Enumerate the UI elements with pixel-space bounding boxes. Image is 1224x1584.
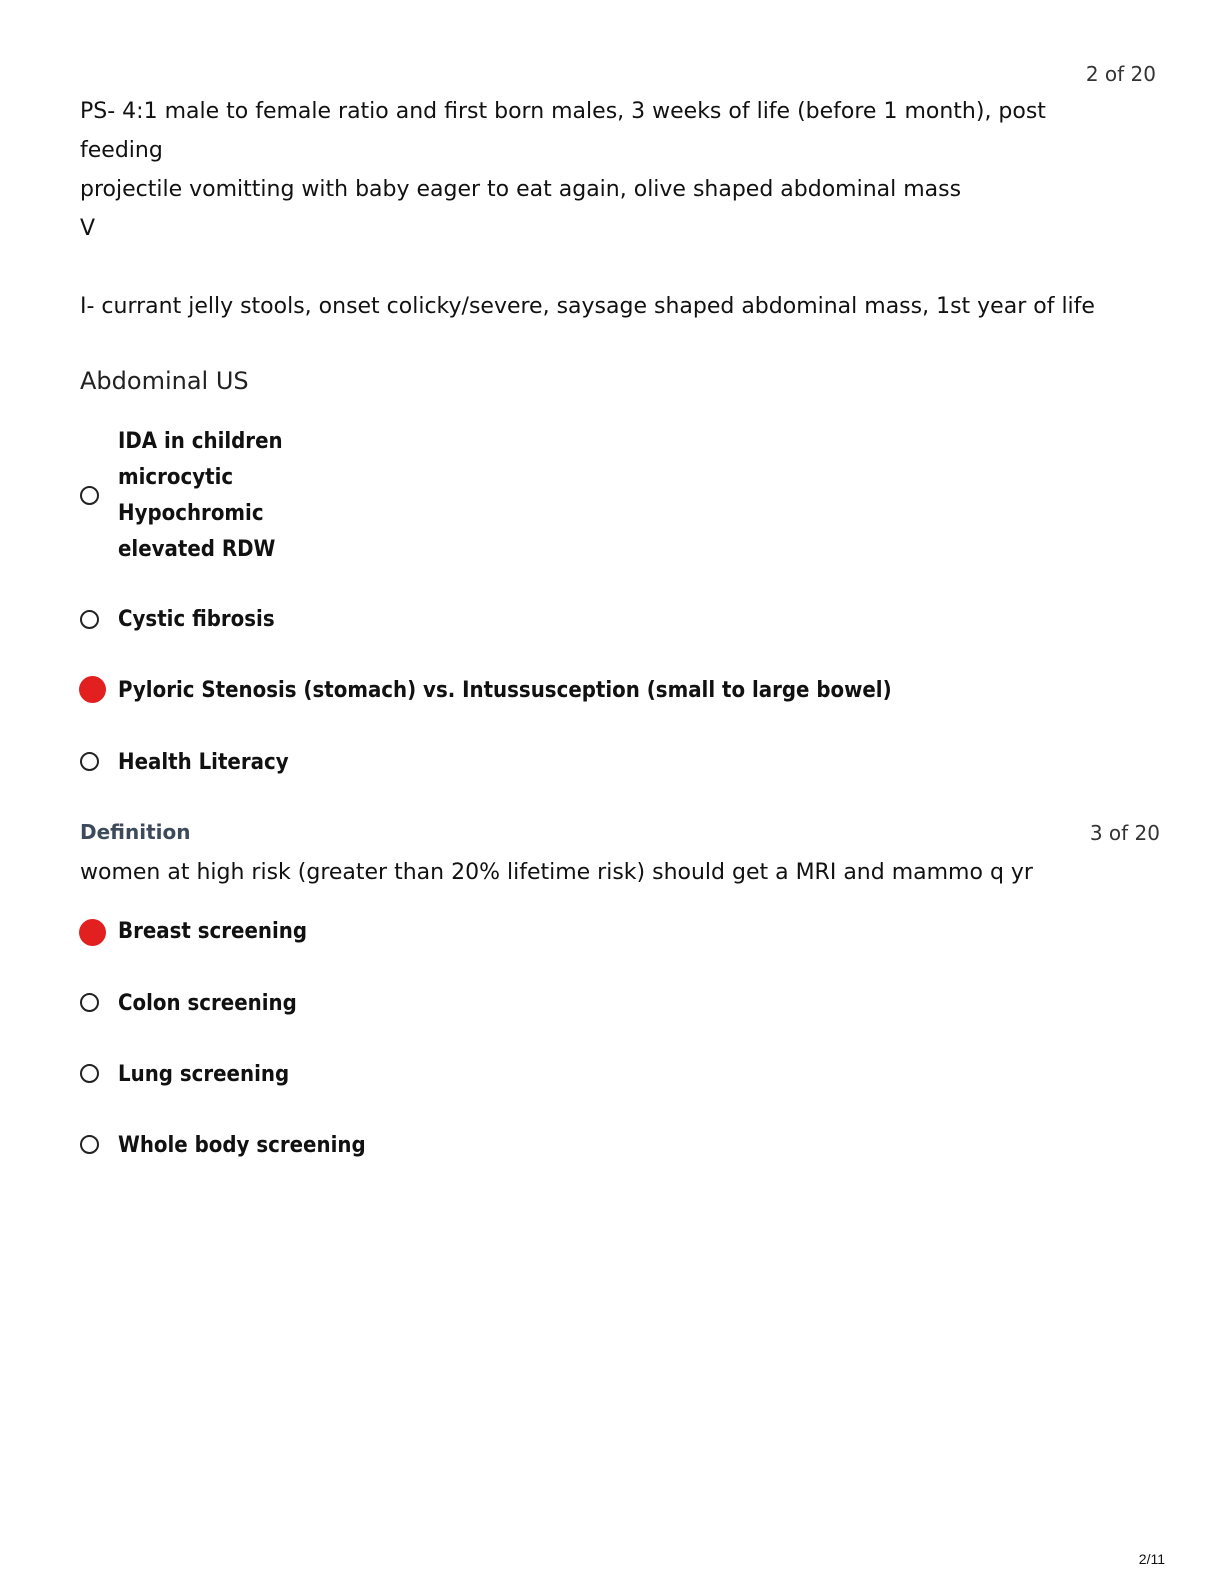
option-line: elevated RDW	[118, 537, 276, 562]
option-label[interactable]: Whole body screening	[118, 1133, 366, 1158]
radio-button[interactable]	[80, 1064, 99, 1083]
definition-i: I- currant jelly stools, onset colicky/severe, saysage shaped abdominal mass, 1st year of life	[80, 294, 1095, 319]
radio-button[interactable]	[80, 486, 99, 505]
option-line: microcytic	[118, 465, 234, 490]
option-label[interactable]: Health Literacy	[118, 750, 289, 775]
option-label[interactable]: Breast screening	[118, 919, 308, 944]
radio-button[interactable]	[80, 1135, 99, 1154]
page-number: 2/11	[1138, 1551, 1165, 1567]
definition-v: V	[80, 216, 96, 241]
option-line: IDA in children	[118, 429, 283, 454]
term-text: Abdominal US	[80, 367, 249, 395]
option-label[interactable]: Colon screening	[118, 991, 297, 1016]
radio-button-selected[interactable]	[79, 919, 106, 946]
option-label[interactable]: Cystic fibrosis	[118, 607, 275, 632]
option-label[interactable]	[118, 424, 283, 568]
option-label[interactable]: Pyloric Stenosis (stomach) vs. Intussusception (small to large bowel)	[118, 678, 892, 703]
radio-button[interactable]	[80, 993, 99, 1012]
radio-button-selected[interactable]	[79, 676, 106, 703]
radio-button[interactable]	[80, 610, 99, 629]
definition-line: projectile vomitting with baby eager to eat again, olive shaped abdominal mass	[80, 177, 962, 202]
definition-text: women at high risk (greater than 20% lifetime risk) should get a MRI and mammo q yr	[80, 860, 1033, 885]
question-counter: 3 of 20	[1089, 821, 1160, 845]
radio-button[interactable]	[80, 752, 99, 771]
definition-line: PS- 4:1 male to female ratio and first born males, 3 weeks of life (before 1 month), post feeding	[80, 99, 1046, 163]
option-label[interactable]: Lung screening	[118, 1062, 290, 1087]
section-label: Definition	[80, 820, 191, 844]
definition-text	[80, 92, 1120, 209]
question-counter: 2 of 20	[1085, 62, 1156, 86]
option-line: Hypochromic	[118, 501, 264, 526]
